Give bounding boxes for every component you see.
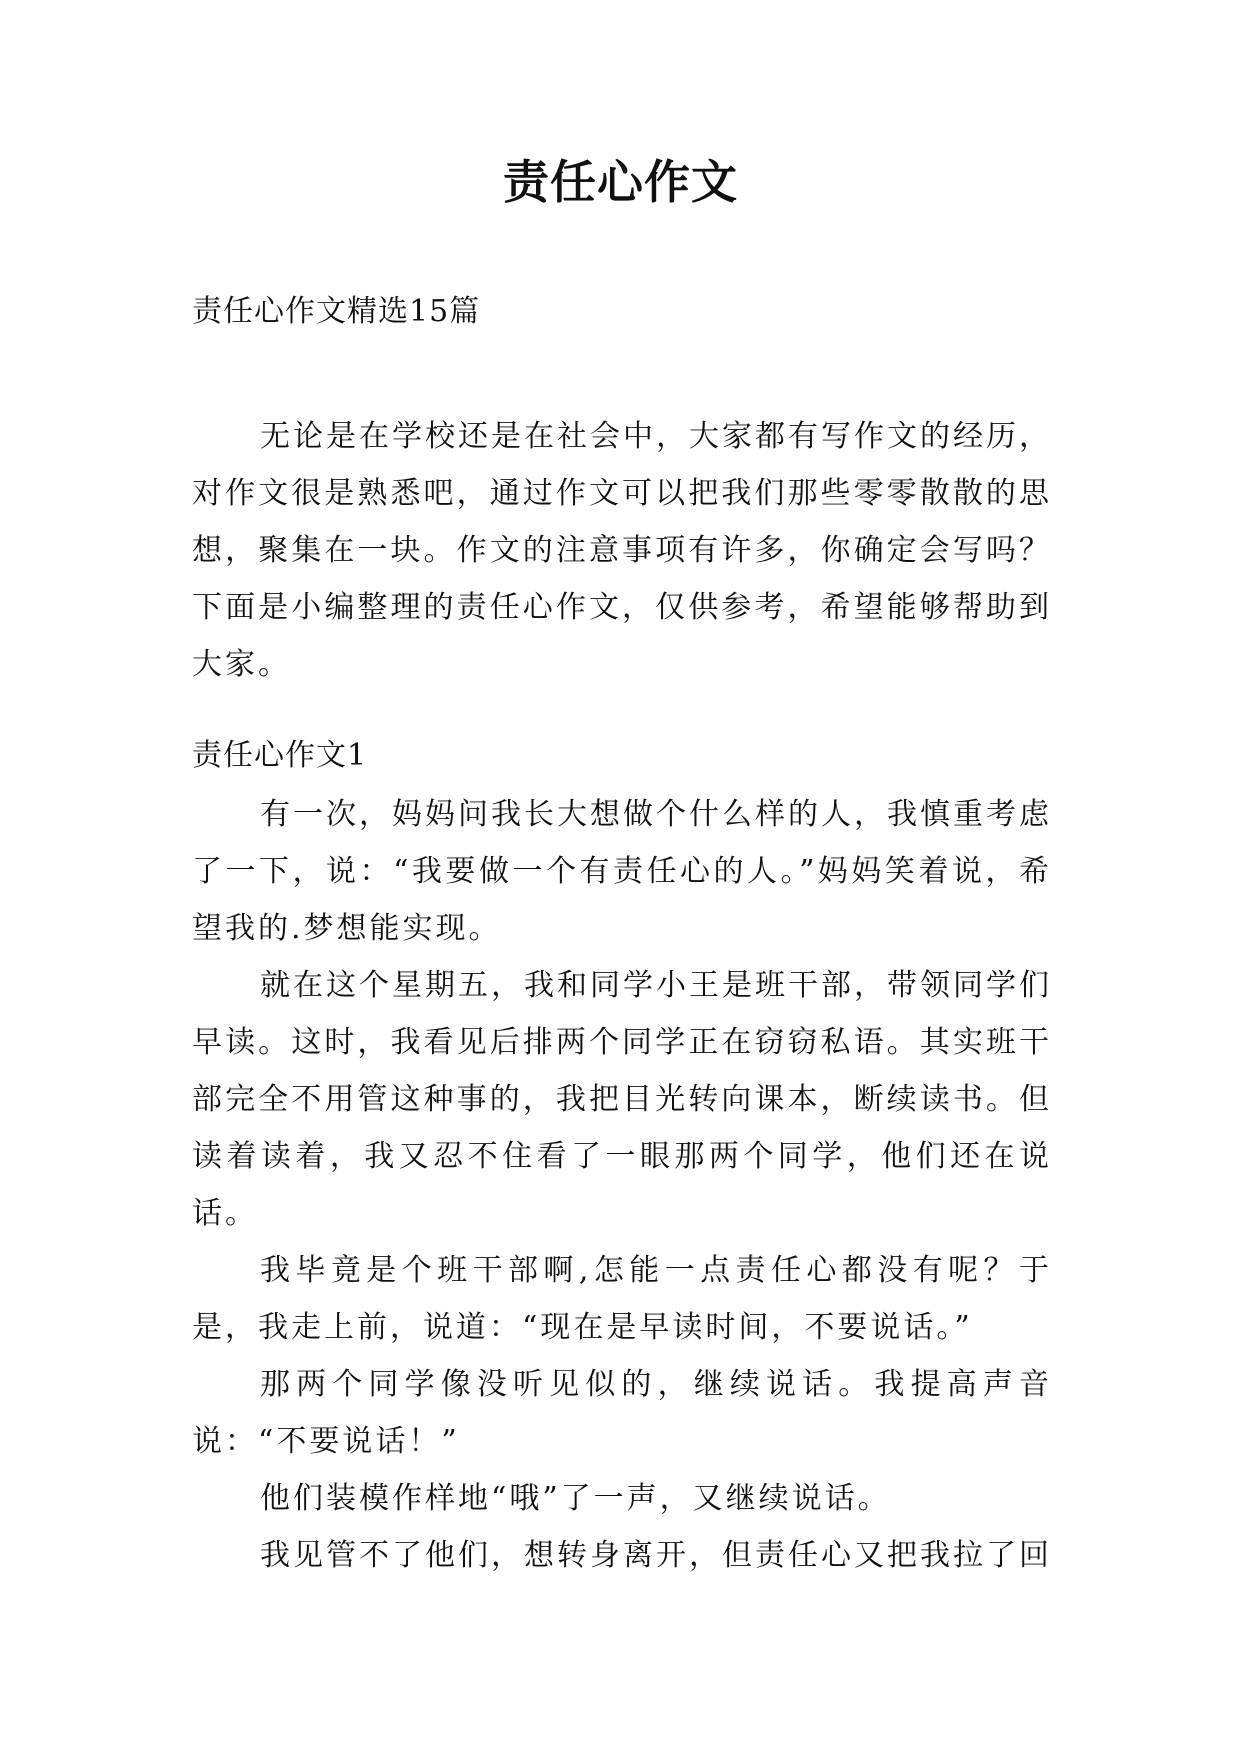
essay-paragraph: 有一次，妈妈问我长大想做个什么样的人，我慎重考虑了一下，说：“我要做一个有责任心的人。”妈妈笑着说，希望我的.梦想能实现。 (192, 797, 1052, 946)
essay-paragraph: 我毕竟是个班干部啊,怎能一点责任心都没有呢？于是，我走上前，说道：“现在是早读时间，不要说话。” (192, 1253, 1052, 1345)
document-subtitle: 责任心作文精选15篇 (192, 294, 481, 329)
intro-paragraph: 无论是在学校还是在社会中，大家都有写作文的经历，对作文很是熟悉吧，通过作文可以把我们那些零零散散的思想，聚集在一块。作文的注意事项有许多，你确定会写吗？下面是小编整理的责任心作文，仅供参考，希望能够帮助到大家。 (192, 419, 1052, 682)
intro-section (192, 408, 1052, 693)
essay-heading: 责任心作文1 (192, 738, 368, 773)
essay-body (192, 786, 1052, 1584)
essay-paragraph: 就在这个星期五，我和同学小王是班干部，带领同学们早读。这时，我看见后排两个同学正在窃窃私语。其实班干部完全不用管这种事的，我把目光转向课本，断续读书。但读着读着，我又忍不住看了一眼那两个同学，他们还在说话。 (192, 968, 1052, 1231)
essay-paragraph: 那两个同学像没听见似的，继续说话。我提高声音说：“不要说话！” (192, 1367, 1052, 1459)
essay-paragraph: 我见管不了他们，想转身离开，但责任心又把我拉了回 (260, 1538, 1052, 1573)
essay-paragraph: 他们装模作样地“哦”了一声，又继续说话。 (260, 1481, 891, 1516)
document-title: 责任心作文 (503, 155, 738, 209)
